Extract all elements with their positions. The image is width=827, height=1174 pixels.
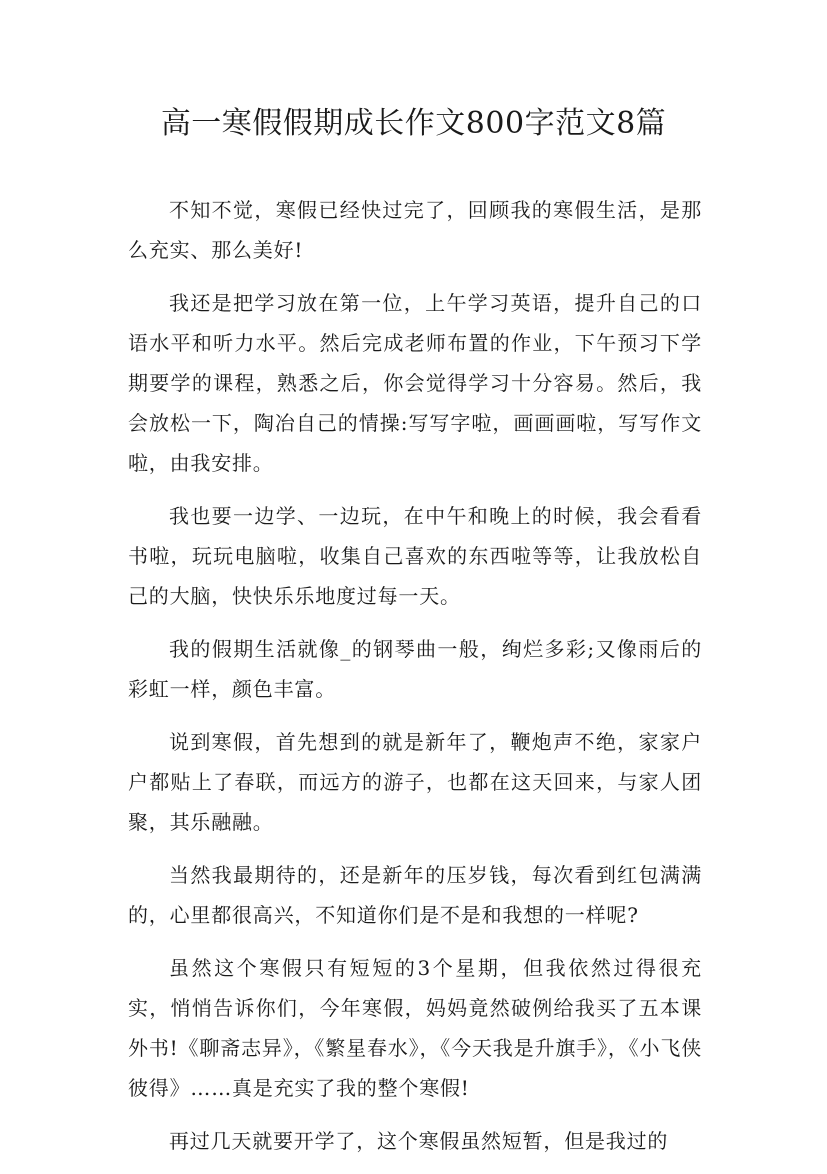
paragraph: 虽然这个寒假只有短短的3个星期，但我依然过得很充实，悄悄告诉你们，今年寒假，妈妈竟然破例给我买了五本课外书!《聊斋志异》，《繁星春水》，《今天我是升旗手》，《小飞侠彼得》……真是充实了我的整个寒假! (128, 956, 702, 1100)
paragraph: 不知不觉，寒假已经快过完了，回顾我的寒假生活，是那么充实、那么美好! (128, 198, 702, 262)
document-body (128, 190, 702, 1174)
paragraph: 我的假期生活就像_的钢琴曲一般，绚烂多彩;又像雨后的彩虹一样，颜色丰富。 (128, 637, 702, 701)
paragraph: 说到寒假，首先想到的就是新年了，鞭炮声不绝，家家户户都贴上了春联，而远方的游子，也都在这天回来，与家人团聚，其乐融融。 (128, 730, 702, 834)
paragraph: 我也要一边学、一边玩，在中午和晚上的时候，我会看看书啦，玩玩电脑啦，收集自己喜欢的东西啦等等，让我放松自己的大脑，快快乐乐地度过每一天。 (128, 504, 702, 608)
paragraph: 当然我最期待的，还是新年的压岁钱，每次看到红包满满的，心里都很高兴，不知道你们是不是和我想的一样呢? (128, 863, 702, 927)
document-title: 高一寒假假期成长作文800字范文8篇 (160, 106, 667, 141)
paragraph: 我还是把学习放在第一位，上午学习英语，提升自己的口语水平和听力水平。然后完成老师布置的作业，下午预习下学期要学的课程，熟悉之后，你会觉得学习十分容易。然后，我会放松一下，陶冶自己的情操:写写字啦，画画画啦，写写作文啦，由我安排。 (128, 291, 702, 475)
paragraph: 再过几天就要开学了，这个寒假虽然短暂，但是我过的 (169, 1129, 669, 1153)
